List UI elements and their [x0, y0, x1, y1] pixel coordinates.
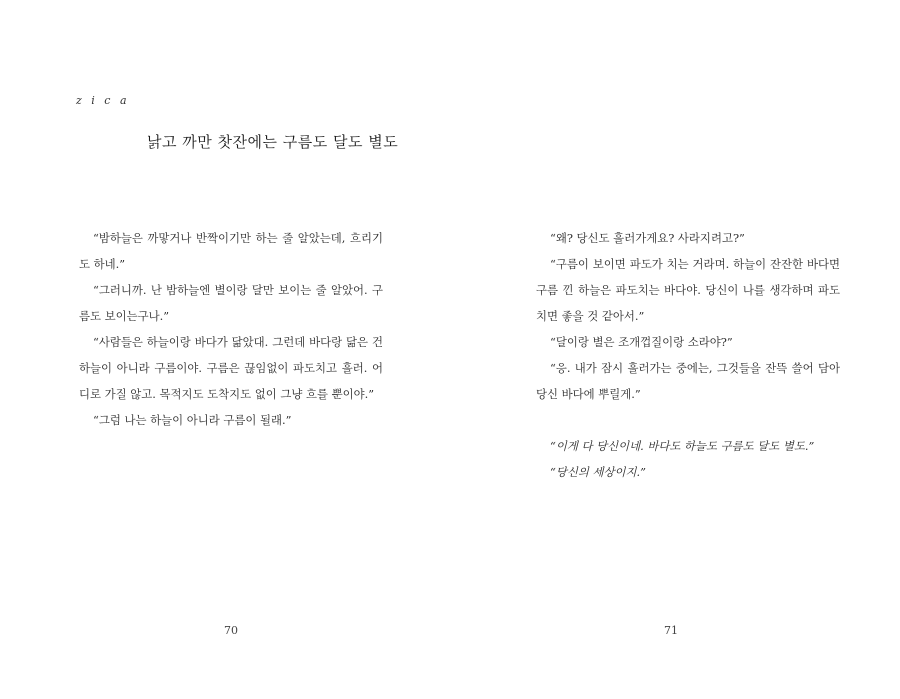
- page-number: 70: [224, 624, 238, 637]
- right-page: [450, 0, 900, 699]
- chapter-title: 낡고 까만 찻잔에는 구름도 달도 별도: [147, 133, 399, 151]
- paragraph: “밤하늘은 까맣거나 반짝이기만 하는 줄 알았는데, 흐리기도 하네.”: [79, 231, 383, 271]
- left-body-text: [79, 225, 383, 433]
- section-gap: [536, 407, 840, 433]
- paragraph: “응. 내가 잠시 흘러가는 중에는, 그것들을 잔뜩 쓸어 담아 당신 바다에 뿌릴게.”: [536, 361, 840, 401]
- italic-block: [536, 433, 840, 485]
- running-head: z i c a: [76, 94, 130, 107]
- right-body-text: [536, 225, 840, 485]
- paragraph: “사람들은 하늘이랑 바다가 닮았대. 그런데 바다랑 닮은 건 하늘이 아니라 구름이야. 구름은 끊임없이 파도치고 흘러. 어디로 가질 않고. 목적지도 도착지도 없이 그냥 흐를 뿐이야.”: [79, 335, 383, 401]
- paragraph: “왜? 당신도 흘러가게요? 사라지려고?”: [550, 231, 745, 245]
- paragraph: “달이랑 별은 조개껍질이랑 소라야?”: [550, 335, 733, 349]
- page-number: 71: [664, 624, 678, 637]
- italic-paragraph: “이게 다 당신이네. 바다도 하늘도 구름도 달도 별도.”: [550, 439, 815, 453]
- paragraph: “구름이 보이면 파도가 치는 거라며. 하늘이 잔잔한 바다면 구름 낀 하늘은 파도치는 바다야. 당신이 나를 생각하며 파도치면 좋을 것 같아서.”: [536, 257, 840, 323]
- paragraph: “그럼 나는 하늘이 아니라 구름이 될래.”: [93, 413, 292, 427]
- italic-paragraph: “당신의 세상이지.”: [550, 465, 646, 479]
- paragraph: “그러니까. 난 밤하늘엔 별이랑 달만 보이는 줄 알았어. 구름도 보이는구나.”: [79, 283, 383, 323]
